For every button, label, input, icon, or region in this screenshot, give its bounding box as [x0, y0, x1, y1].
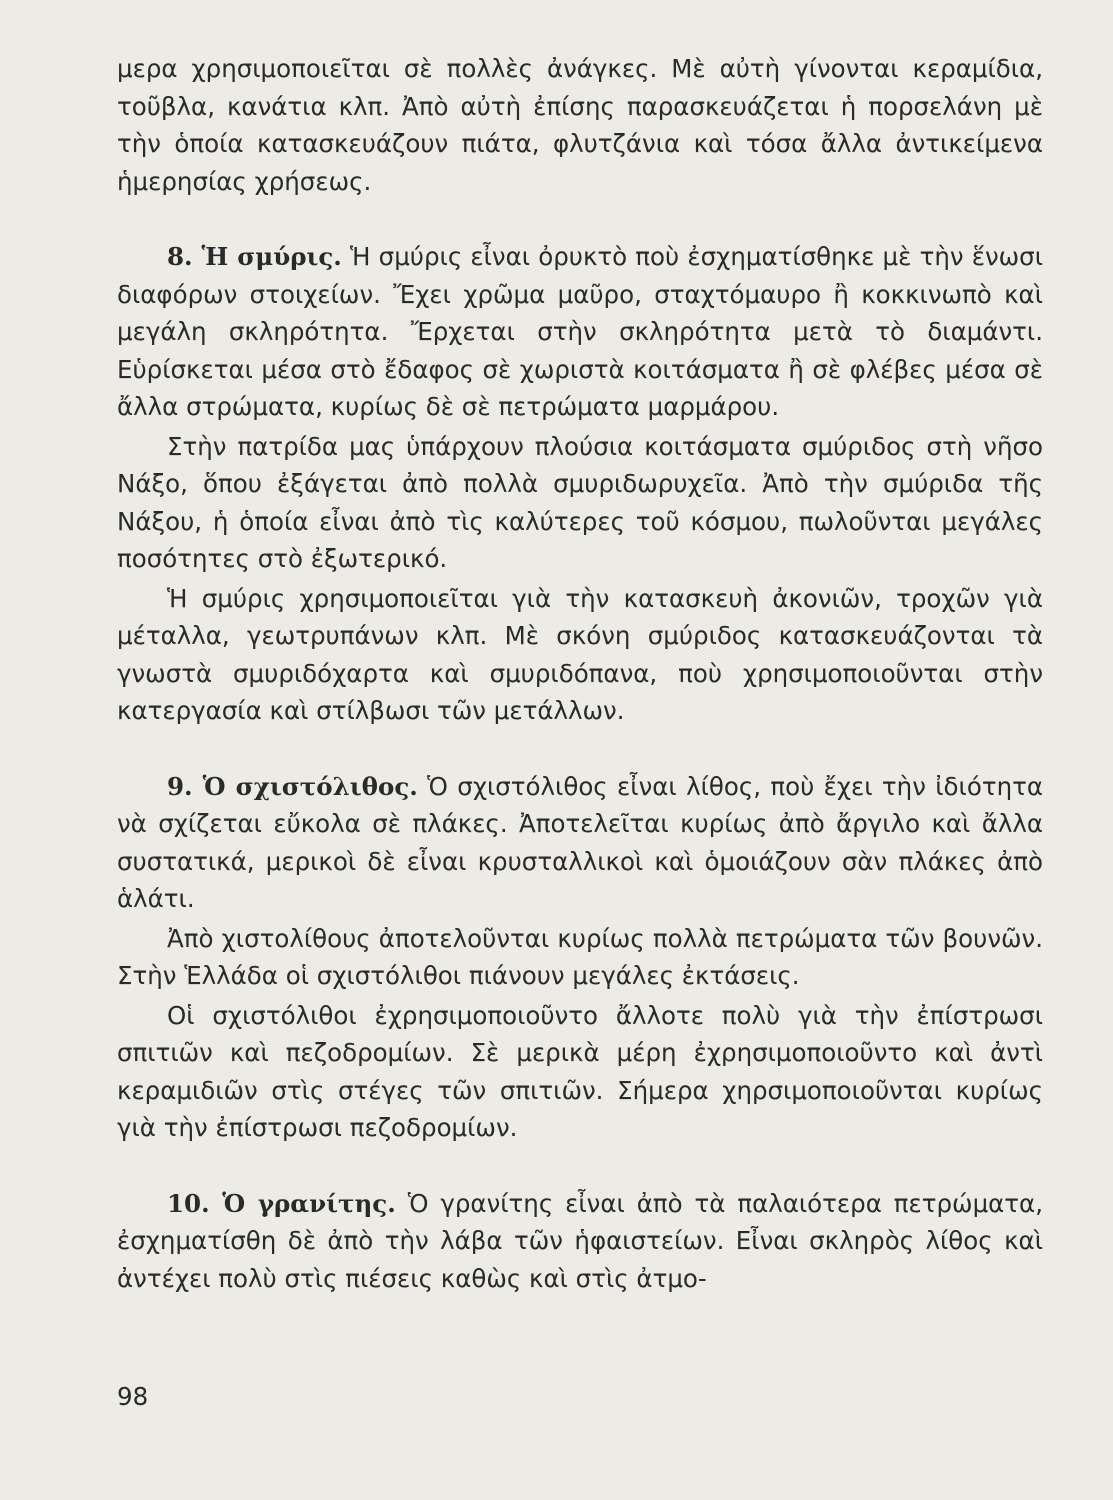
section-9-paragraph	[117, 768, 1043, 918]
paragraph-intro: μερα χρησιμοποιεῖται σὲ πολλὲς ἀνάγκες. Μὲ αὐτὴ γίνονται κεραμίδια, τοῦβλα, κανάτια κλπ. Ἀπὸ αὐτὴ ἐπίσης παρασκευάζεται ἡ πορσελάνη μὲ τὴν ὁποία κατασκευάζουν πιάτα, φλυτζάνια καὶ τόσα ἄλλα ἀντικείμενα ἡμερησίας χρήσεως.	[117, 54, 1043, 196]
section-9-heading: 9. Ὁ σχιστόλιθος.	[167, 771, 418, 801]
section-10-text: Ὁ γρανίτης εἶναι ἀπὸ τὰ παλαιότερα πετρώματα, ἐσχηματίσθη δὲ ἀπὸ τὴν λάβα τῶν ἡφαιστείων. Εἶναι σκληρὸς λίθος καὶ ἀντέχει πολὺ στὶς πιέσεις καθὼς καὶ στὶς ἀτμο-	[117, 1188, 1043, 1293]
section-8-paragraph	[117, 238, 1043, 426]
section-9-text: Ὁ σχιστόλιθος εἶναι λίθος, ποὺ ἔχει τὴν ἰδιότητα νὰ σχίζεται εὔκολα σὲ πλάκες. Ἀποτελεῖται κυρίως ἀπὸ ἄργιλο καὶ ἄλλα συστατικά, μερικοὶ δὲ εἶναι κρυσταλλικοὶ καὶ ὁμοιάζουν σὰν πλάκες ἀπὸ ἁλάτι.	[117, 771, 1044, 913]
section-9-paragraph-2: Ἀπὸ χιστολίθους ἀποτελοῦνται κυρίως πολλὰ πετρώματα τῶν βουνῶν. Στὴν Ἑλλάδα οἱ σχιστόλιθοι πιάνουν μεγάλες ἐκτάσεις.	[117, 923, 1043, 990]
page-number: 98	[117, 1382, 149, 1411]
section-8-heading: 8. Ἡ σμύρις.	[167, 242, 342, 271]
section-10-paragraph	[117, 1185, 1043, 1298]
section-8-text: Ἡ σμύρις εἶναι ὀρυκτὸ ποὺ ἐσχηματίσθηκε μὲ τὴν ἕνωσι διαφόρων στοιχείων. Ἔχει χρῶμα μαῦρο, σταχτόμαυρο ἢ κοκκινωπὸ καὶ μεγάλη σκληρότητα. Ἔρχεται στὴν σκληρότητα μετὰ τὸ διαμάντι. Εὑρίσκεται μέσα στὸ ἔδαφος σὲ χωριστὰ κοιτάσματα ἢ σὲ φλέβες μέσα σὲ ἄλλα στρώματα, κυρίως δὲ σὲ πετρώματα μαρμάρου.	[117, 242, 1043, 421]
section-9-paragraph-3: Οἱ σχιστόλιθοι ἐχρησιμοποιοῦντο ἄλλοτε πολὺ γιὰ τὴν ἐπίστρωσι σπιτιῶν καὶ πεζοδρομίων. Σὲ μερικὰ μέρη ἐχρησιμοποιοῦντο καὶ ἀντὶ κεραμιδιῶν στὶς στέγες τῶν σπιτιῶν. Σήμερα χηρσιμοποιοῦνται κυρίως γιὰ τὴν ἐπίστρωσι πεζοδρομίων.	[117, 1000, 1043, 1142]
section-10-heading: 10. Ὁ γρανίτης.	[167, 1188, 396, 1218]
section-8-paragraph-2: Στὴν πατρίδα μας ὑπάρχουν πλούσια κοιτάσματα σμύριδος στὴ νῆσο Νάξο, ὅπου ἐξάγεται ἀπὸ πολλὰ σμυριδωρυχεῖα. Ἀπὸ τὴν σμύριδα τῆς Νάξου, ἡ ὁποία εἶναι ἀπὸ τὶς καλύτερες τοῦ κόσμου, πωλοῦνται μεγάλες ποσότητες στὸ ἐξωτερικό.	[117, 431, 1043, 573]
section-8-paragraph-3: Ἡ σμύρις χρησιμοποιεῖται γιὰ τὴν κατασκευὴ ἀκονιῶν, τροχῶν γιὰ μέταλλα, γεωτρυπάνων κλπ. Μὲ σκόνη σμύριδος κατασκευάζονται τὰ γνωστὰ σμυριδόχαρτα καὶ σμυριδόπανα, ποὺ χρησιμοποιοῦνται στὴν κατεργασία καὶ στίλβωσι τῶν μετάλλων.	[117, 583, 1043, 725]
